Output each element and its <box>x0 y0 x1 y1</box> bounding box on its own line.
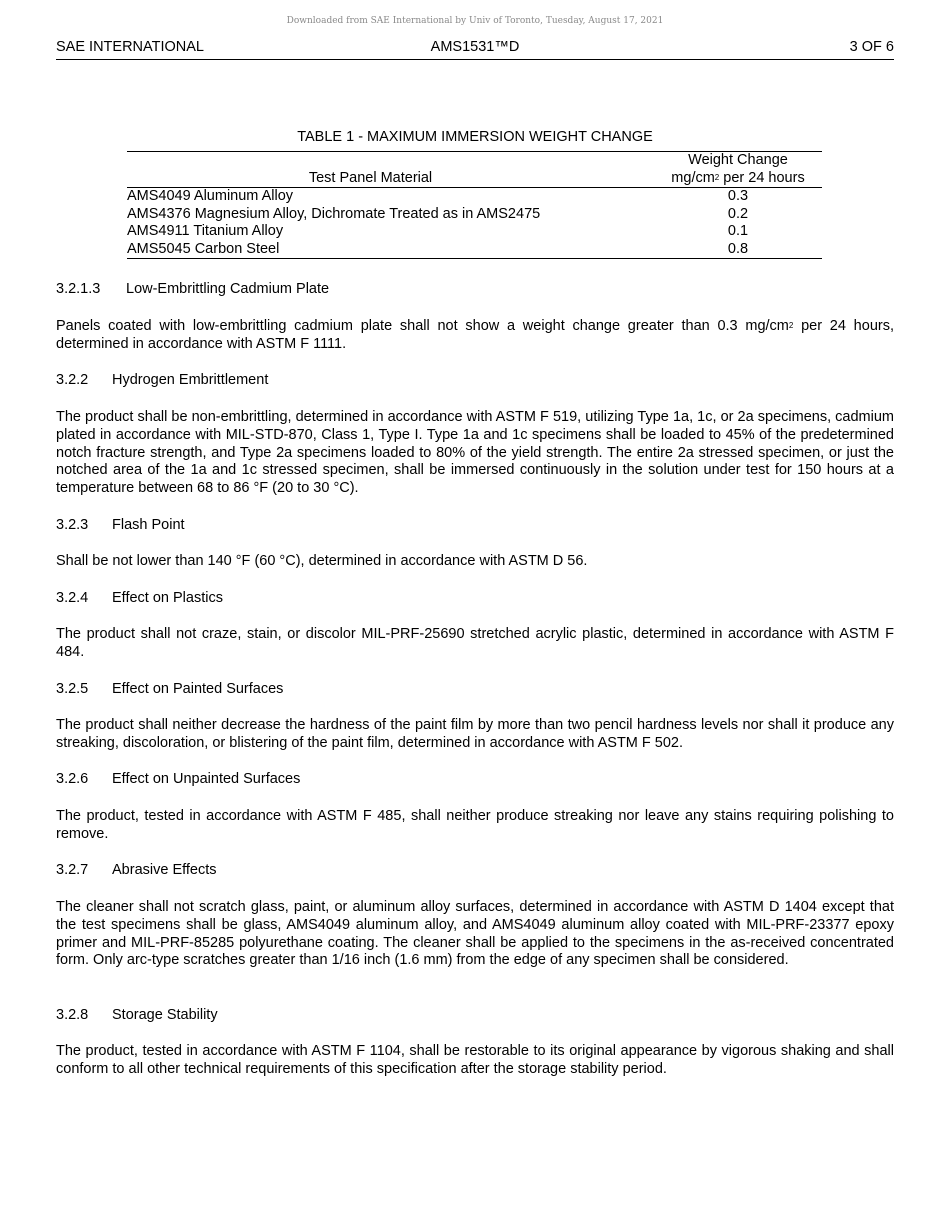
section-title: Effect on Plastics <box>112 590 223 606</box>
section-heading-326 <box>56 771 300 787</box>
header-document-id: AMS1531™D <box>430 39 520 55</box>
body-text-b: per 24 hours, determined in accordance with ASTM F 1111. <box>56 318 894 352</box>
col-header-weight-change <box>654 152 822 188</box>
row-value: 0.8 <box>727 240 749 257</box>
section-body-3213 <box>56 318 894 354</box>
row-value: 0.1 <box>727 223 749 239</box>
section-body-324: The product shall not craze, stain, or discolor MIL-PRF-25690 stretched acrylic plastic, determined in accordance with ASTM F 484. <box>56 626 894 660</box>
col-header-weight-line1: Weight Change <box>688 152 788 168</box>
section-body-323: Shall be not lower than 140 °F (60 °C), determined in accordance with ASTM D 56. <box>56 553 588 569</box>
section-number: 3.2.3 <box>56 517 89 533</box>
body-sup: 2 <box>788 321 794 330</box>
table-row <box>127 241 822 259</box>
section-number: 3.2.6 <box>56 771 89 787</box>
section-number: 3.2.5 <box>56 681 89 697</box>
col-header-unit-sup: 2 <box>714 172 720 182</box>
row-material: AMS4049 Aluminum Alloy <box>127 188 294 204</box>
section-heading-322 <box>56 372 268 388</box>
col-header-unit-rest: per 24 hours <box>719 169 805 186</box>
section-title: Abrasive Effects <box>112 862 217 878</box>
section-number: 3.2.7 <box>56 862 89 878</box>
section-heading-3213 <box>56 281 329 297</box>
section-body-328: The product, tested in accordance with ASTM F 1104, shall be restorable to its original appearance by vigorous shaking and shall conform to all other technical requirements of this specification after the storage stability period. <box>56 1043 894 1077</box>
section-heading-327 <box>56 862 217 878</box>
weight-change-table <box>127 151 822 259</box>
table-title: TABLE 1 - MAXIMUM IMMERSION WEIGHT CHANGE <box>297 129 653 145</box>
table-row <box>127 206 822 224</box>
table-row <box>127 223 822 241</box>
page-header <box>56 39 894 60</box>
section-body-325: The product shall neither decrease the hardness of the paint film by more than two pencil hardness levels nor shall it produce any streaking, discoloration, or blistering of the paint film, determined in accordance with ASTM F 502. <box>56 717 894 751</box>
section-number: 3.2.1.3 <box>56 281 101 297</box>
col-header-material: Test Panel Material <box>308 169 433 186</box>
section-number: 3.2.4 <box>56 590 89 606</box>
header-page-number: 3 OF 6 <box>849 39 894 55</box>
section-title: Hydrogen Embrittlement <box>112 372 269 388</box>
section-heading-324 <box>56 590 223 606</box>
download-watermark: Downloaded from SAE International by Univ of Toronto, Tuesday, August 17, 2021 <box>286 16 664 26</box>
row-material: AMS4911 Titanium Alloy <box>127 223 284 239</box>
col-header-unit: mg/cm <box>671 169 715 186</box>
section-body-326: The product, tested in accordance with ASTM F 485, shall neither produce streaking nor leave any stains requiring polishing to remove. <box>56 808 894 842</box>
row-value: 0.2 <box>727 205 749 222</box>
section-body-322: The product shall be non-embrittling, determined in accordance with ASTM F 519, utilizing Type 1a, 1c, or 2a specimens, cadmium plated in accordance with MIL-STD-870, Class 1, Type I. Type 1a and 1c specimens shall be loaded to 45% of the predetermined notch fracture strength, and Type 2a specimens loaded to 80% of the yield strength. The entire 2a stressed specimen, or just the notched area of the 1a and 1c stressed specimen, shall be immersed continuously in the solution under test for 150 hours at a temperature between 68 to 86 °F (20 to 30 °C). <box>56 409 894 497</box>
section-body-327: The cleaner shall not scratch glass, paint, or aluminum alloy surfaces, determined in accordance with ASTM D 1404 except that the test specimens shall be glass, AMS4049 aluminum alloy, and AMS4049 aluminum alloy coated with MIL-PRF-23377 epoxy primer and MIL-PRF-85285 polyurethane coating. The cleaner shall be applied to the specimens in the as-received concentrated form. Only arc-type scratches greater than 1/16 inch (1.6 mm) from the edge of any specimen shall be considered. <box>56 899 894 969</box>
section-heading-323 <box>56 517 185 533</box>
table-header-row <box>127 152 822 188</box>
section-heading-325 <box>56 681 283 697</box>
section-number: 3.2.2 <box>56 372 89 388</box>
header-organization: SAE INTERNATIONAL <box>56 39 204 55</box>
table-row <box>127 188 822 206</box>
section-title: Effect on Painted Surfaces <box>112 681 284 697</box>
row-material: AMS4376 Magnesium Alloy, Dichromate Treated as in AMS2475 <box>127 205 541 222</box>
section-heading-328 <box>56 1007 218 1023</box>
row-material: AMS5045 Carbon Steel <box>127 240 280 257</box>
section-title: Flash Point <box>112 517 185 533</box>
section-title: Storage Stability <box>112 1007 218 1023</box>
body-text-a: Panels coated with low-embrittling cadmium plate shall not show a weight change greater than 0.3 mg/cm <box>56 318 789 334</box>
section-title: Low-Embrittling Cadmium Plate <box>126 281 330 297</box>
section-number: 3.2.8 <box>56 1007 89 1023</box>
section-title: Effect on Unpainted Surfaces <box>112 771 301 787</box>
row-value: 0.3 <box>727 188 749 204</box>
